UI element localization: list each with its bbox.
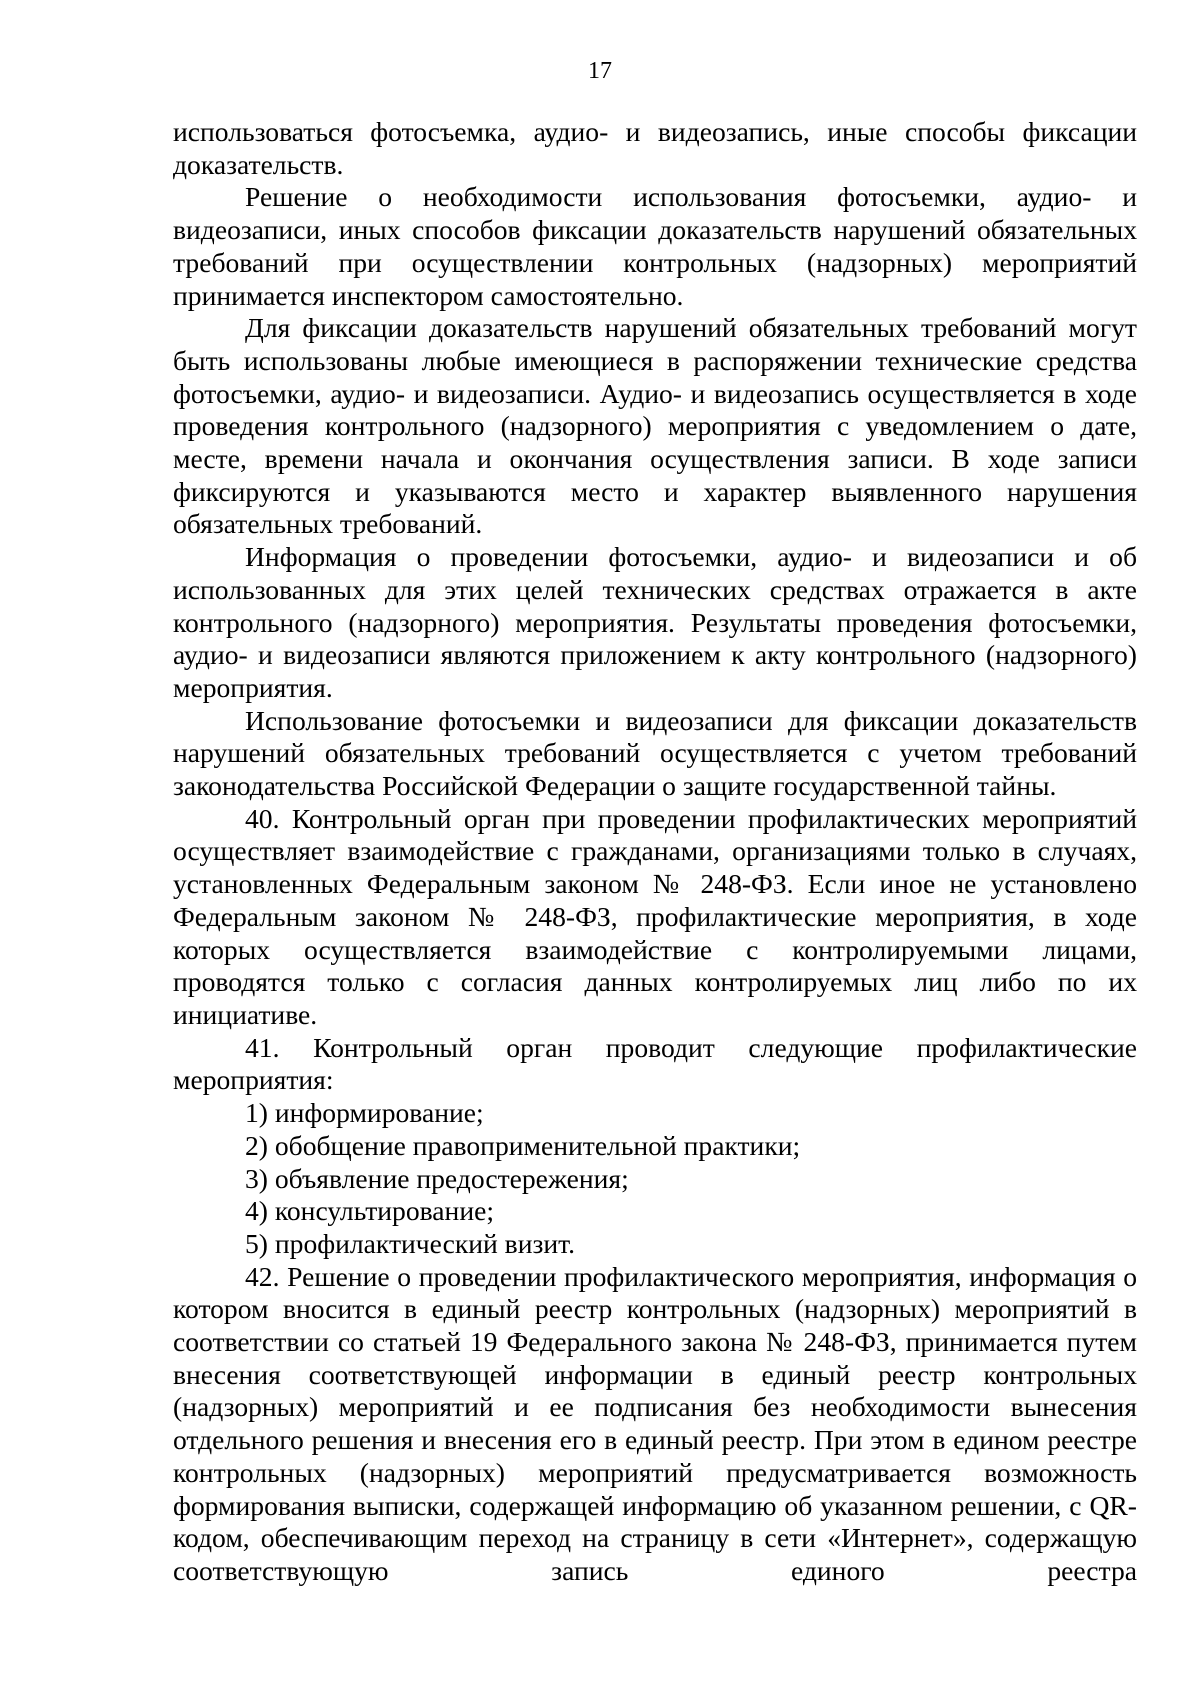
- preventive-measures-list: [173, 1097, 1137, 1261]
- paragraph-item-42: 42. Решение о проведении профилактического мероприятия, информация о котором вносится в единый реестр контрольных (надзорных) мероприятий в соответствии со статьей 19 Федерального закона № 248-ФЗ, принимается путем внесения соответствующей информации в единый реестр контрольных (надзорных) мероприятий и ее подписания без необходимости вынесения отдельного решения и внесения его в единый реестр. При этом в едином реестре контрольных (надзорных) мероприятий предусматривается возможность формирования выписки, содержащей информацию об указанном решении, с QR-кодом, обеспечивающим переход на страницу в сети «Интернет», содержащую соответствующую запись единого реестра: [173, 1260, 1137, 1586]
- paragraph-recording-means: Для фиксации доказательств нарушений обязательных требований могут быть использованы любые имеющиеся в распоряжении технические средства фотосъемки, аудио- и видеозаписи. Аудио- и видеозапись осуществляется в ходе проведения контрольного (надзорного) мероприятия с уведомлением о дате, месте, времени начала и окончания осуществления записи. В ходе записи фиксируются и указываются место и характер выявленного нарушения обязательных требований.: [173, 312, 1137, 540]
- list-item: 1) информирование;: [245, 1097, 484, 1129]
- list-item: 2) обобщение правоприменительной практики;: [245, 1129, 801, 1161]
- page-number: 17: [588, 58, 612, 84]
- paragraph-item-41: 41. Контрольный орган проводит следующие профилактические мероприятия:: [173, 1031, 1137, 1096]
- paragraph-decision-on-recording: Решение о необходимости использования фотосъемки, аудио- и видеозаписи, иных способов фиксации доказательств нарушений обязательных требований при осуществлении контрольных (надзорных) мероприятий принимается инспектором самостоятельно.: [173, 181, 1137, 311]
- paragraph-continuation: использоваться фотосъемка, аудио- и видеозапись, иные способы фиксации доказательств.: [173, 116, 1137, 180]
- document-body: [173, 116, 1137, 1588]
- list-item: 5) профилактический визит.: [245, 1227, 576, 1259]
- list-item: 4) консультирование;: [245, 1195, 495, 1227]
- paragraph-item-40: 40. Контрольный орган при проведении профилактических мероприятий осуществляет взаимодействие с гражданами, организациями только в случаях, установленных Федеральным законом № 248-ФЗ. Если иное не установлено Федеральным законом № 248-ФЗ, профилактические мероприятия, в ходе которых осуществляется взаимодействие с контролируемыми лицами, проводятся только с согласия данных контролируемых лиц либо по их инициативе.: [173, 802, 1137, 1030]
- paragraph-state-secret: Использование фотосъемки и видеозаписи для фиксации доказательств нарушений обязательных требований осуществляется с учетом требований законодательства Российской Федерации о защите государственной тайны.: [173, 704, 1137, 802]
- paragraph-recording-info-in-act: Информация о проведении фотосъемки, аудио- и видеозаписи и об использованных для этих целей технических средствах отражается в акте контрольного (надзорного) мероприятия. Результаты проведения фотосъемки, аудио- и видеозаписи являются приложением к акту контрольного (надзорного) мероприятия.: [173, 541, 1137, 703]
- list-item: 3) объявление предостережения;: [245, 1162, 629, 1194]
